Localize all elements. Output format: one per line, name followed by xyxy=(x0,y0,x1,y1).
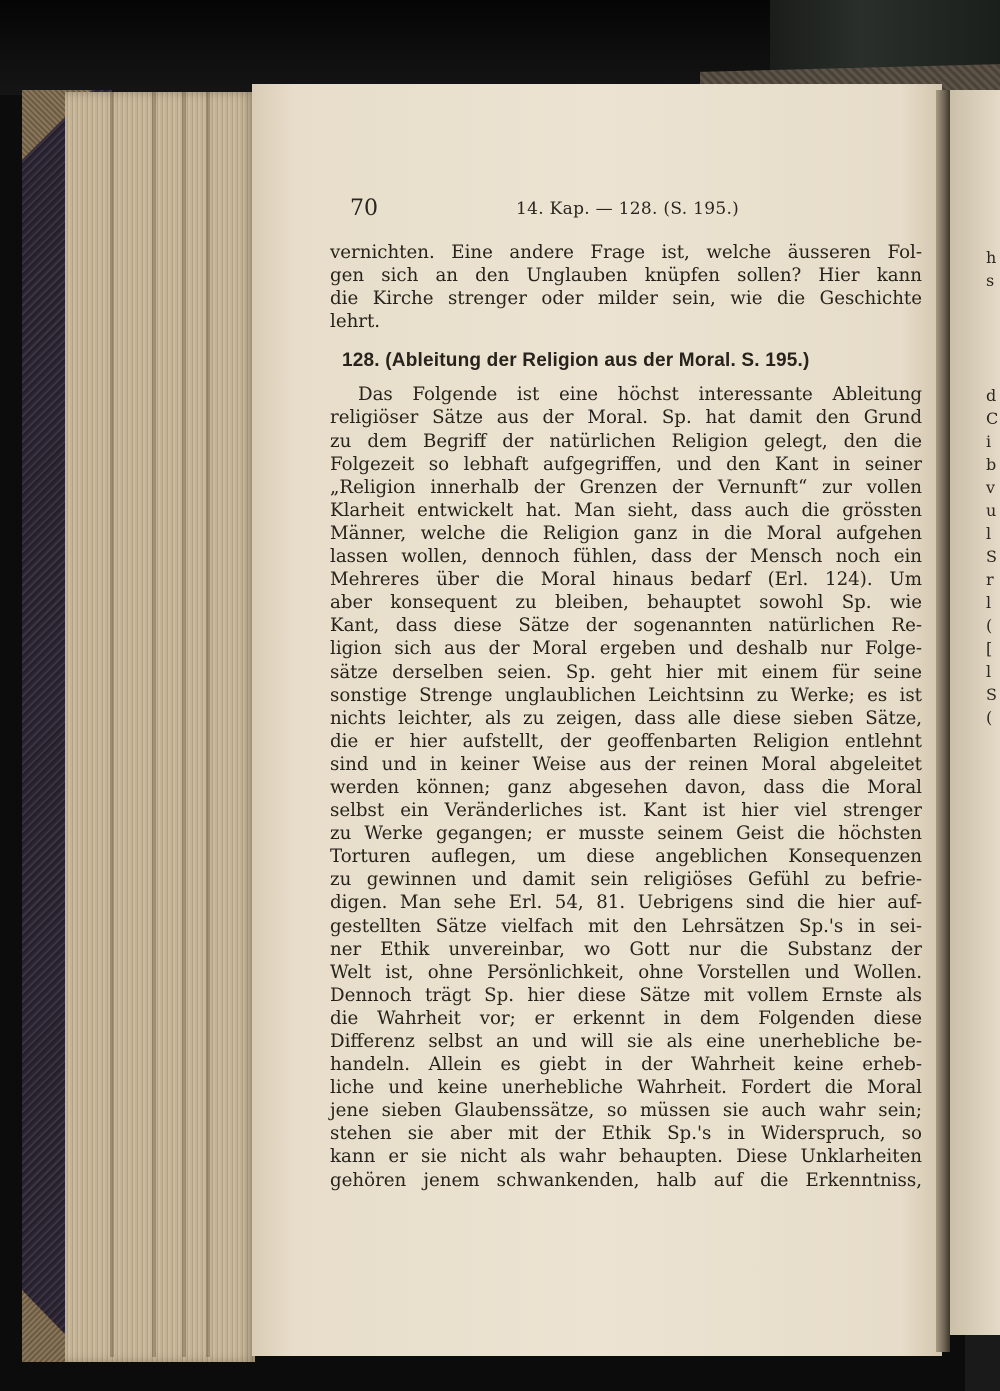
page-header xyxy=(350,196,780,222)
page-edge-line xyxy=(110,92,114,1357)
text-line: religiöser Sätze aus der Moral. Sp. hat damit den Grund xyxy=(330,407,922,429)
text-line: lassen wollen, dennoch fühlen, dass der Mensch noch ein xyxy=(330,546,922,568)
page-edge-line xyxy=(152,92,156,1357)
text-line: sind und in keiner Weise aus der reinen Moral abgeleitet xyxy=(330,753,922,775)
page-edge-line xyxy=(182,92,186,1357)
text-line: zu gewinnen und damit sein religiöses Gefühl zu befrie- xyxy=(330,869,922,891)
facing-page-shadow xyxy=(965,1335,1000,1391)
text-line: lehrt. xyxy=(330,311,381,333)
text-line: Das Folgende ist eine höchst interessante Ableitung xyxy=(358,384,922,406)
text-line: gehören jenem schwankenden, halb auf die Erkenntniss, xyxy=(330,1169,922,1191)
text-line: „Religion innerhalb der Grenzen der Vernunft“ zur vollen xyxy=(330,476,922,498)
text-line: nichts leichter, als zu zeigen, dass alle diese sieben Sätze, xyxy=(330,707,922,729)
text-line: sätze derselben seien. Sp. geht hier mit einem für seine xyxy=(330,661,922,683)
book-gutter xyxy=(936,90,950,1352)
text-line: sonstige Strenge unglaublichen Leichtsinn zu Werke; es ist xyxy=(330,684,922,706)
text-line: die Kirche strenger oder milder sein, wie die Geschichte xyxy=(330,288,922,310)
page-edges xyxy=(65,92,255,1362)
text-line: werden können; ganz abgesehen davon, dass die Moral xyxy=(330,776,922,798)
text-line: vernichten. Eine andere Frage ist, welche äusseren Fol- xyxy=(330,242,922,263)
text-line: die er hier aufstellt, der geoffenbarten Religion entlehnt xyxy=(330,730,922,752)
text-line: ligion sich aus der Moral ergeben und deshalb nur Folge- xyxy=(330,638,922,660)
page-body xyxy=(330,241,922,1192)
text-line: handeln. Allein es giebt in der Wahrheit keine erheb- xyxy=(330,1054,922,1076)
text-line: Differenz selbst an und will sie als eine unerhebliche be- xyxy=(330,1031,922,1052)
text-line: Klarheit entwickelt hat. Man sieht, dass auch die grössten xyxy=(330,499,922,521)
text-line: jene sieben Glaubenssätze, so müssen sie auch wahr sein; xyxy=(330,1100,922,1122)
text-line: Mehreres über die Moral hinaus bedarf (Erl. 124). Um xyxy=(330,569,922,591)
text-line: Folgezeit so lebhaft aufgegriffen, und den Kant in seiner xyxy=(330,453,922,475)
text-line: gestellten Sätze vielfach mit den Lehrsätzen Sp.'s in sei- xyxy=(330,915,922,937)
text-line: Dennoch trägt Sp. hier diese Sätze mit vollem Ernste als xyxy=(330,984,922,1006)
text-line: zu Werke gegangen; er musste seinem Geist die höchsten xyxy=(330,823,922,845)
text-line: Männer, welche die Religion ganz in die Moral aufgehen xyxy=(330,522,922,544)
text-line: selbst ein Veränderliches ist. Kant ist hier viel strenger xyxy=(330,800,922,822)
section-heading: 128. (Ableitung der Religion aus der Moral. S. 195.) xyxy=(342,350,810,372)
page-number: 70 xyxy=(350,196,378,221)
page-edge-line xyxy=(206,92,210,1357)
text-line: Welt ist, ohne Persönlichkeit, ohne Vorstellen und Wollen. xyxy=(330,961,922,983)
text-line: zu dem Begriff der natürlichen Religion gelegt, den die xyxy=(330,430,922,452)
text-line: die Wahrheit vor; er erkennt in dem Folgenden diese xyxy=(330,1007,922,1029)
text-line: Torturen auflegen, um diese angeblichen Konsequenzen xyxy=(330,846,922,868)
text-line: kann er sie nicht als wahr behaupten. Diese Unklarheiten xyxy=(330,1146,922,1168)
text-line: aber konsequent zu bleiben, behauptet sowohl Sp. wie xyxy=(330,592,922,614)
text-line: Kant, dass diese Sätze der sogenannten natürlichen Re- xyxy=(330,615,922,637)
text-line: digen. Man sehe Erl. 54, 81. Uebrigens sind die hier auf- xyxy=(330,892,922,914)
text-line: liche und keine unerhebliche Wahrheit. Fordert die Moral xyxy=(330,1077,922,1099)
text-line: gen sich an den Unglauben knüpfen sollen? Hier kann xyxy=(330,265,922,287)
text-line: ner Ethik unvereinbar, wo Gott nur die Substanz der xyxy=(330,938,922,960)
text-line: stehen sie aber mit der Ethik Sp.'s in Widerspruch, so xyxy=(330,1123,922,1145)
running-head: 14. Kap. — 128. (S. 195.) xyxy=(516,199,740,219)
